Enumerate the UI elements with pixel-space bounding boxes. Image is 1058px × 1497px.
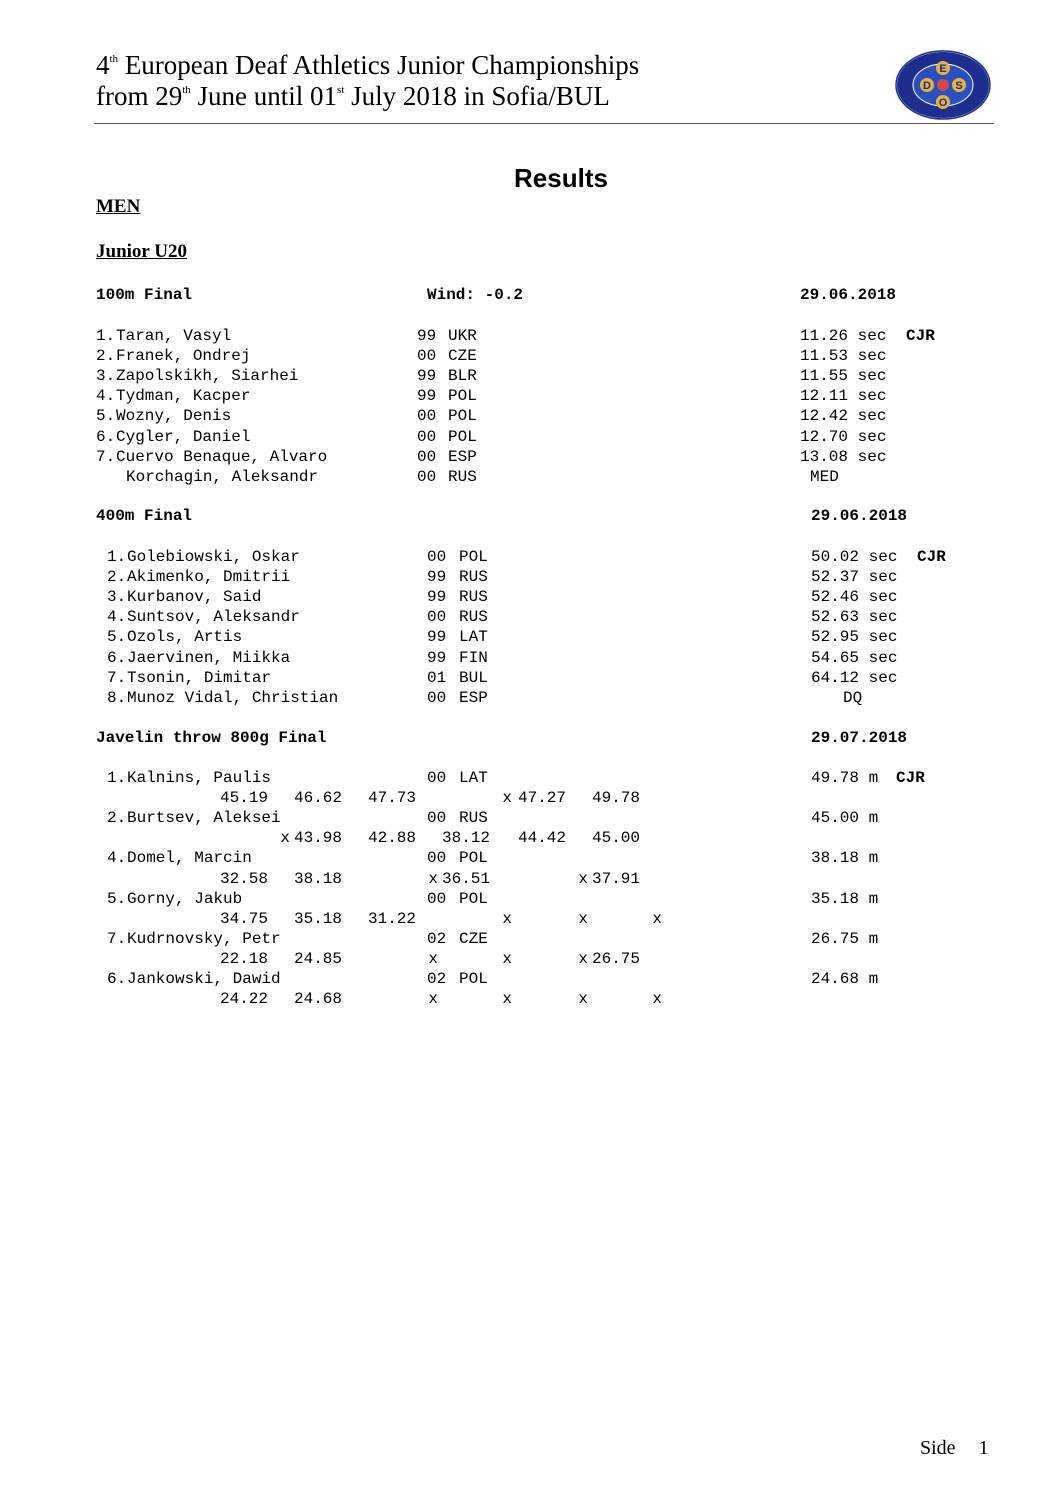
result-place: 4.	[107, 608, 127, 627]
result-place: 2.	[107, 568, 127, 587]
result-value: 49.78 m	[811, 769, 879, 787]
result-place: 3.	[107, 588, 127, 607]
athlete-name: Franek, Ondrej	[116, 347, 251, 366]
event-date-400m: 29.06.2018	[811, 507, 908, 525]
attempt-value: x	[428, 949, 438, 968]
attempt-value: 26.75	[591, 949, 640, 968]
birth-year: 00	[427, 809, 447, 828]
athlete-name: Suntsov, Aleksandr	[127, 608, 300, 627]
result-place: 2.	[96, 347, 116, 366]
result-place: 1.	[107, 769, 127, 787]
section-heading: MEN	[96, 196, 141, 217]
result-place: 7.	[107, 929, 127, 948]
result-value: 13.08 sec	[800, 447, 887, 466]
attempt-value: 47.27	[517, 789, 566, 808]
result-value: 45.00 m	[811, 809, 879, 828]
event-title-100m: 100m Final	[96, 286, 193, 304]
result-value: 11.55 sec	[800, 367, 887, 386]
result-place: 5.	[107, 889, 127, 908]
birth-year: 99	[427, 568, 447, 587]
attempt-value: x	[578, 990, 588, 1009]
result-value: 12.11 sec	[800, 387, 887, 406]
attempt-value: 32.58	[219, 869, 268, 888]
attempt-value: x	[502, 990, 512, 1009]
birth-year: 99	[417, 387, 437, 406]
athlete-name: Akimenko, Dmitrii	[127, 568, 291, 587]
page-footer	[920, 1437, 989, 1460]
athlete-name: Korchagin, Aleksandr	[126, 467, 319, 486]
nation-code: LAT	[459, 769, 488, 787]
attempt-value: x	[652, 909, 662, 928]
result-value: 12.70 sec	[800, 427, 887, 446]
athlete-name: Tydman, Kacper	[116, 387, 251, 406]
attempt-value: 35.18	[293, 909, 342, 928]
result-value: 24.68 m	[811, 970, 879, 988]
attempt-value: 45.19	[219, 789, 268, 808]
document-header	[96, 50, 639, 112]
event-title-javelin: Javelin throw 800g Final	[96, 729, 327, 747]
athlete-name: Domel, Marcin	[127, 849, 252, 868]
nation-code: FIN	[459, 648, 488, 667]
nation-code: RUS	[459, 809, 488, 828]
nation-code: POL	[448, 387, 477, 406]
attempt-value: 47.73	[367, 789, 416, 808]
attempt-value: 49.78	[591, 789, 640, 808]
svg-text:S: S	[955, 80, 963, 92]
athlete-name: Gorny, Jakub	[127, 889, 243, 908]
attempt-value: x	[502, 949, 512, 968]
birth-year: 00	[427, 688, 447, 707]
birth-year: 00	[427, 889, 447, 908]
nation-code: CZE	[459, 929, 488, 948]
result-place: 3.	[96, 367, 116, 386]
athlete-name: Kudrnovsky, Petr	[127, 929, 281, 948]
attempt-value: 43.98	[293, 829, 342, 848]
athlete-name: Jankowski, Dawid	[127, 970, 281, 988]
nation-code: POL	[459, 889, 488, 908]
result-place: 2.	[107, 809, 127, 828]
result-value: 11.26 sec	[800, 327, 887, 345]
attempt-value: x	[428, 869, 438, 888]
nation-code: LAT	[459, 628, 488, 647]
result-value: 26.75 m	[811, 929, 879, 948]
event-title-400m: 400m Final	[96, 507, 193, 525]
svg-text:E: E	[939, 63, 947, 75]
attempt-value: x	[652, 990, 662, 1009]
attempt-value: x	[502, 909, 512, 928]
attempt-value: x	[502, 789, 512, 808]
attempt-value: x	[578, 909, 588, 928]
athlete-name: Kurbanov, Said	[127, 588, 262, 607]
birth-year: 00	[427, 548, 447, 566]
result-value: 12.42 sec	[800, 407, 887, 426]
attempt-value: 37.91	[591, 869, 640, 888]
result-place: 1.	[107, 548, 127, 566]
edso-logo	[895, 50, 991, 120]
result-place: 4.	[96, 387, 116, 406]
nation-code: RUS	[459, 588, 488, 607]
athlete-name: Munoz Vidal, Christian	[127, 688, 339, 707]
nation-code: POL	[459, 548, 488, 566]
nation-code: RUS	[459, 568, 488, 587]
athlete-name: Tsonin, Dimitar	[127, 668, 272, 687]
attempt-value: 34.75	[219, 909, 268, 928]
result-value: 52.95 sec	[811, 628, 898, 647]
page-number: 1	[978, 1437, 989, 1459]
result-place: 7.	[96, 447, 116, 466]
result-value: MED	[810, 467, 839, 486]
result-place: 8.	[107, 688, 127, 707]
result-value: 52.63 sec	[811, 608, 898, 627]
athlete-name: Taran, Vasyl	[116, 327, 232, 345]
birth-year: 00	[417, 447, 437, 466]
nation-code: UKR	[448, 327, 477, 345]
birth-year: 00	[427, 849, 447, 868]
category-heading: Junior U20	[96, 241, 187, 262]
attempt-value: x	[578, 869, 588, 888]
date-text-b: June until 01	[190, 81, 338, 111]
nation-code: CZE	[448, 347, 477, 366]
attempt-value: 45.00	[591, 829, 640, 848]
result-value: 52.46 sec	[811, 588, 898, 607]
header-line-1	[96, 50, 639, 81]
attempt-value: 24.85	[293, 949, 342, 968]
attempt-value: 24.68	[293, 990, 342, 1009]
attempt-value: 38.18	[293, 869, 342, 888]
result-value: 35.18 m	[811, 889, 879, 908]
nation-code: ESP	[459, 688, 488, 707]
svg-text:D: D	[923, 80, 931, 92]
result-value: 54.65 sec	[811, 648, 898, 667]
header-divider	[94, 123, 994, 124]
result-value: 64.12 sec	[811, 668, 898, 687]
birth-year: 99	[417, 327, 437, 345]
attempt-value: 22.18	[219, 949, 268, 968]
nation-code: BLR	[448, 367, 477, 386]
record-note: CJR	[896, 769, 925, 787]
athlete-name: Ozols, Artis	[127, 628, 243, 647]
birth-year: 01	[427, 668, 447, 687]
birth-year: 02	[427, 929, 447, 948]
championship-name: European Deaf Athletics Junior Championships	[118, 50, 640, 80]
result-place: 6.	[96, 427, 116, 446]
birth-year: 00	[417, 427, 437, 446]
edition-number: 4	[96, 50, 110, 80]
nation-code: POL	[459, 849, 488, 868]
attempt-value: 24.22	[219, 990, 268, 1009]
result-value: DQ	[843, 688, 863, 707]
birth-year: 99	[417, 367, 437, 386]
result-place: 4.	[107, 849, 127, 868]
athlete-name: Jaervinen, Miikka	[127, 648, 291, 667]
result-place: 5.	[96, 407, 116, 426]
birth-year: 00	[417, 407, 437, 426]
nation-code: POL	[459, 970, 488, 988]
result-value: 38.18 m	[811, 849, 879, 868]
birth-year: 00	[427, 608, 447, 627]
result-value: 52.37 sec	[811, 568, 898, 587]
record-note: CJR	[917, 548, 946, 566]
result-place: 5.	[107, 628, 127, 647]
result-value: 50.02 sec	[811, 548, 898, 566]
birth-year: 02	[427, 970, 447, 988]
date-sup-2: st	[337, 84, 345, 96]
athlete-name: Cuervo Benaque, Alvaro	[116, 447, 328, 466]
attempt-value: x	[280, 829, 290, 848]
nation-code: RUS	[448, 467, 477, 486]
attempt-value: x	[578, 949, 588, 968]
record-note: CJR	[906, 327, 935, 345]
date-text-a: from 29	[96, 81, 183, 111]
page-title: Results	[514, 163, 608, 193]
attempt-value: 38.12	[441, 829, 490, 848]
result-place: 7.	[107, 668, 127, 687]
attempt-value: 31.22	[367, 909, 416, 928]
nation-code: POL	[448, 427, 477, 446]
attempt-value: x	[428, 990, 438, 1009]
date-text-c: July 2018 in Sofia/BUL	[344, 81, 610, 111]
attempt-value: 44.42	[517, 829, 566, 848]
attempt-value: 42.88	[367, 829, 416, 848]
result-place: 6.	[107, 970, 127, 988]
attempt-value: 46.62	[293, 789, 342, 808]
birth-year: 00	[427, 769, 447, 787]
event-wind-100m: Wind: -0.2	[427, 286, 524, 304]
edition-suffix: th	[109, 53, 119, 65]
attempt-value: 36.51	[441, 869, 490, 888]
svg-text:O: O	[938, 97, 948, 109]
birth-year: 00	[417, 347, 437, 366]
birth-year: 00	[417, 467, 437, 486]
date-sup-1: th	[182, 84, 191, 96]
birth-year: 99	[427, 588, 447, 607]
nation-code: RUS	[459, 608, 488, 627]
athlete-name: Golebiowski, Oskar	[127, 548, 300, 566]
nation-code: BUL	[459, 668, 488, 687]
header-line-2	[96, 81, 639, 112]
birth-year: 99	[427, 648, 447, 667]
athlete-name: Burtsev, Aleksei	[127, 809, 281, 828]
nation-code: POL	[448, 407, 477, 426]
athlete-name: Cygler, Daniel	[116, 427, 251, 446]
nation-code: ESP	[448, 447, 477, 466]
result-value: 11.53 sec	[800, 347, 887, 366]
event-date-100m: 29.06.2018	[800, 286, 897, 304]
page-label: Side	[920, 1437, 956, 1459]
athlete-name: Kalnins, Paulis	[127, 769, 272, 787]
athlete-name: Wozny, Denis	[116, 407, 232, 426]
birth-year: 99	[427, 628, 447, 647]
event-date-javelin: 29.07.2018	[811, 729, 908, 747]
athlete-name: Zapolskikh, Siarhei	[116, 367, 299, 386]
result-place: 1.	[96, 327, 116, 345]
result-place: 6.	[107, 648, 127, 667]
